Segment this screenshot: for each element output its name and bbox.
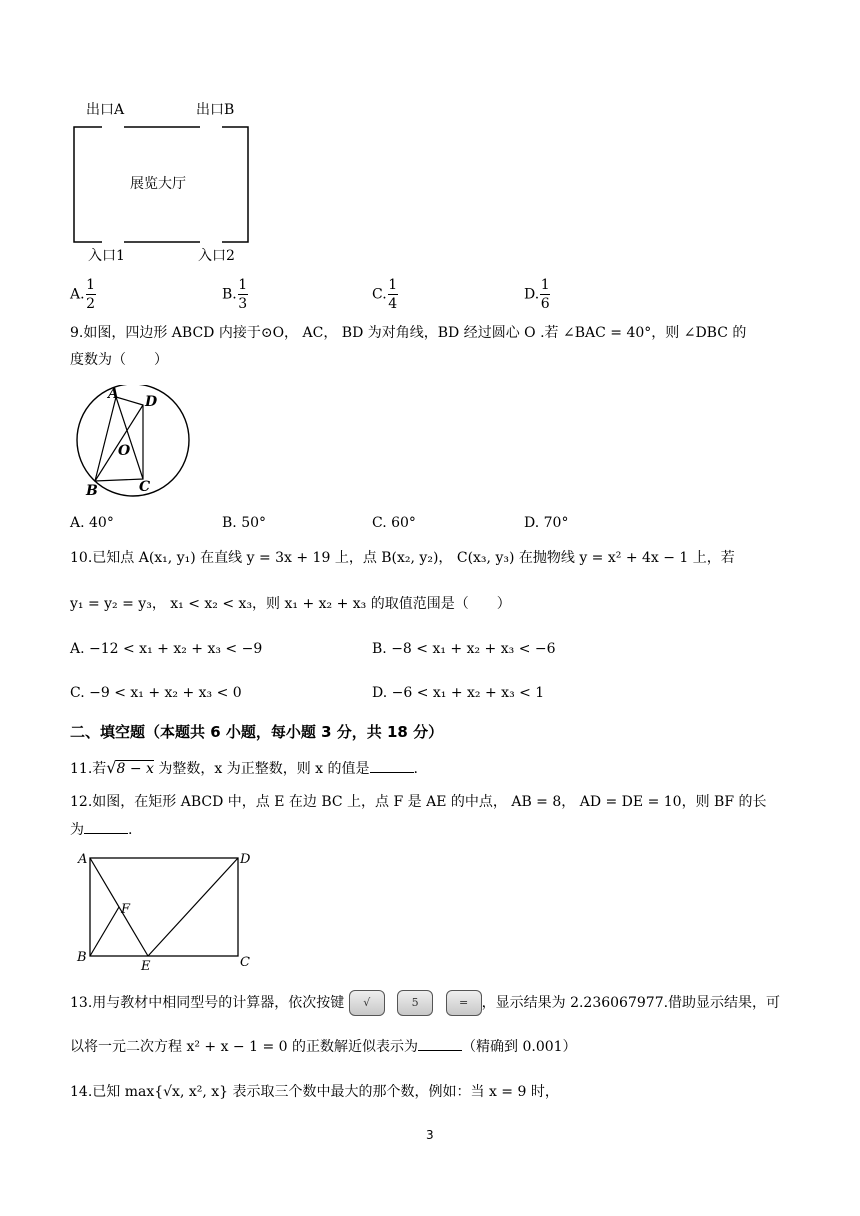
calculator-sqrt-key: √: [349, 990, 385, 1016]
q12-line2: 为 .: [70, 819, 132, 840]
point-b-label: B: [86, 483, 98, 499]
q10-option-c: C. −9 < x₁ + x₂ + x₃ < 0: [70, 685, 242, 701]
q8-option-d: D. $\frac{1}{6}$: [524, 277, 550, 312]
page-number: 3: [426, 1128, 434, 1142]
entrance-1-label: 入口1: [88, 248, 125, 264]
entrance-2-label: 入口2: [198, 248, 235, 264]
q10-line2: y₁ = y₂ = y₃， x₁ < x₂ < x₃，则 x₁ + x₂ + x₃ 的取值范围是（ ）: [70, 596, 511, 612]
hall-label: 展览大厅: [130, 176, 186, 192]
diagonal-ac: [116, 397, 143, 479]
point-a-label: A: [108, 386, 119, 402]
q10-option-d: D. −6 < x₁ + x₂ + x₃ < 1: [372, 685, 545, 701]
point-d-label: D: [240, 852, 251, 867]
q9-line1: 9.如图，四边形 ABCD 内接于⊙O， AC， BD 为对角线，BD 经过圆心 O .若 ∠BAC = 40°，则 ∠DBC 的: [70, 325, 747, 341]
point-c-label: C: [240, 955, 250, 970]
q12-rectangle-figure: [74, 848, 264, 974]
point-f-label: F: [121, 902, 131, 917]
q11-radicand: 8 − x: [116, 761, 154, 777]
q9-circle-figure: [70, 385, 200, 500]
q8-option-c: C. $\frac{1}{4}$: [372, 277, 398, 312]
q9-option-d: D. 70°: [524, 515, 569, 531]
q9-line2: 度数为（ ）: [70, 352, 168, 368]
q9-option-c: C. 60°: [372, 515, 416, 531]
point-b-label: B: [77, 950, 87, 965]
q13-line1: 13.用与教材中相同型号的计算器，依次按键 √ 5 = ，显示结果为 2.236067977.借助显示结果，可: [70, 990, 780, 1016]
exit-b-label: 出口B: [196, 102, 235, 118]
point-d-label: D: [145, 394, 158, 410]
q8-option-a: A. $\frac{1}{2}$: [70, 277, 96, 312]
exit-a-label: 出口A: [86, 102, 125, 118]
hall-wall-right: [222, 127, 248, 242]
section-2-heading: 二、填空题（本题共 6 小题，每小题 3 分，共 18 分）: [70, 723, 444, 741]
q9-option-b: B. 50°: [222, 515, 267, 531]
segment-de: [148, 858, 238, 956]
q10-line1: 10.已知点 A(x₁, y₁) 在直线 y = 3x + 19 上，点 B(x₂, y₂)， C(x₃, y₃) 在抛物线 y = x² + 4x − 1 上，若: [70, 550, 735, 566]
segment-bf: [90, 907, 119, 956]
q13-line2: 以将一元二次方程 x² + x − 1 = 0 的正数解近似表示为 （精确到 0.001）: [70, 1036, 577, 1057]
q8-option-b: B. $\frac{1}{3}$: [222, 277, 248, 312]
q10-option-a: A. −12 < x₁ + x₂ + x₃ < −9: [70, 641, 263, 657]
calculator-5-key: 5: [397, 990, 433, 1016]
point-a-label: A: [78, 852, 88, 867]
q14-line1: 14.已知 max{√x, x², x} 表示取三个数中最大的那个数，例如：当 x = 9 时，: [70, 1084, 559, 1100]
q10-option-b: B. −8 < x₁ + x₂ + x₃ < −6: [372, 641, 556, 657]
point-c-label: C: [139, 479, 151, 495]
quadrilateral-abcd: [95, 397, 143, 481]
q11-line: 11.若√8 − x 为整数，x 为正整数，则 x 的值是 .: [70, 758, 418, 777]
q9-option-a: A. 40°: [70, 515, 114, 531]
q12-line1: 12.如图，在矩形 ABCD 中，点 E 在边 BC 上，点 F 是 AE 的中点， AB = 8， AD = DE = 10，则 BF 的长: [70, 794, 767, 810]
point-o-label: O: [118, 443, 131, 459]
q12-answer-blank: [84, 819, 128, 834]
rectangle-abcd: [90, 858, 238, 956]
q11-answer-blank: [370, 758, 414, 773]
calculator-equals-key: =: [446, 990, 482, 1016]
hall-wall-left: [74, 127, 102, 242]
q13-answer-blank: [418, 1036, 462, 1051]
point-e-label: E: [141, 959, 151, 974]
